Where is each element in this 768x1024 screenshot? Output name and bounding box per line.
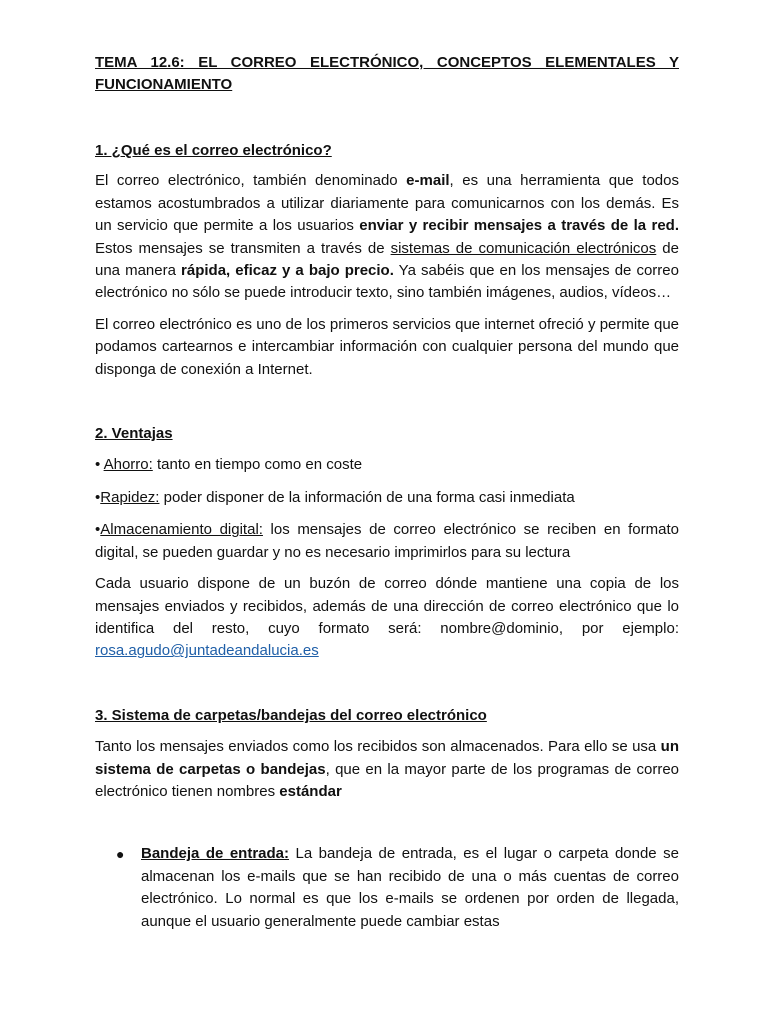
text-span: Ya sabéis que en los mensajes de correo electrónico no sólo se puede introducir texto, sino también imágenes, audios, vídeos…: [95, 262, 679, 302]
text-span: Tanto los mensajes enviados como los recibidos son almacenados. Para ello se usa: [95, 738, 661, 756]
bold-term-standard: estándar: [279, 782, 342, 800]
advantage-text: los mensajes de correo electrónico se reciben en formato digital, se pueden guardar y no es necesario imprimirlos para su lectura: [95, 521, 679, 561]
section-3-paragraph: [95, 736, 679, 803]
section-1-paragraph-1: [95, 170, 679, 304]
bullet-glyph: •: [95, 521, 101, 539]
bold-phrase-folders: un sistema de carpetas o bandejas: [95, 738, 679, 778]
advantage-label: Rapidez:: [100, 488, 160, 506]
advantage-text: poder disponer de la información de una forma casi inmediata: [159, 488, 575, 506]
text-span: de una manera: [95, 239, 679, 280]
underlined-phrase-systems: sistemas de comunicación electrónicos: [390, 239, 657, 257]
advantage-text: tanto en tiempo como en coste: [152, 456, 363, 474]
section-2-heading: 2. Ventajas: [95, 425, 173, 443]
folder-bullet-list: [95, 843, 679, 933]
advantage-item-ahorro: [95, 454, 679, 476]
text-span: El correo electrónico, también denominado: [95, 172, 407, 190]
folder-label-inbox: Bandeja de entrada:: [141, 845, 290, 863]
advantage-label: Almacenamiento digital:: [100, 521, 263, 539]
text-span: Estos mensajes se transmiten a través de: [95, 239, 391, 257]
bullet-glyph: •: [95, 488, 101, 506]
text-span: , es una herramienta que todos estamos acostumbrados a utilizar diariamente para comunicarnos con los demás. Es un servicio que permite a los usuarios: [95, 172, 679, 235]
bold-phrase-fast-efficient: rápida, eficaz y a bajo precio.: [181, 262, 394, 280]
document-title-line-1: TEMA 12.6: EL CORREO ELECTRÓNICO, CONCEPTOS ELEMENTALES Y: [95, 54, 679, 71]
text-span: , que en la mayor parte de los programas de correo electrónico tienen nombres: [95, 760, 680, 800]
advantage-label: Ahorro:: [103, 456, 153, 474]
document-title-line-2: FUNCIONAMIENTO: [95, 76, 233, 93]
section-2-paragraph: [95, 573, 679, 663]
section-1-heading: 1. ¿Qué es el correo electrónico?: [95, 142, 332, 159]
bold-term-email: e-mail: [406, 172, 450, 190]
bullet-glyph: •: [95, 456, 104, 474]
advantage-item-almacenamiento: [95, 519, 679, 564]
list-item: [95, 843, 679, 933]
document-page: [95, 52, 679, 933]
bold-phrase-send-receive: enviar y recibir mensajes a través de la red.: [359, 217, 679, 235]
bullet-dot-icon: ●: [116, 846, 125, 863]
folder-description: La bandeja de entrada, es el lugar o carpeta donde se almacenan los e-mails que se han recibido de una o más cuentas de correo electrónico. Lo normal es que los e-mails se ordenen por orden de llegada, aunque el usuario generalmente puede cambiar estas: [141, 845, 679, 930]
section-1-paragraph-2: El correo electrónico es uno de los primeros servicios que internet ofreció y permite que podamos cartearnos e intercambiar información con cualquier persona del mundo que disponga de conexión a Internet.: [95, 315, 679, 378]
section-3-heading: 3. Sistema de carpetas/bandejas del correo electrónico: [95, 706, 487, 724]
text-span: Cada usuario dispone de un buzón de correo dónde mantiene una copia de los mensajes enviados y recibidos, además de una dirección de correo electrónico que lo identifica del resto, cuyo formato será: nombre@dominio, por ejemplo:: [95, 575, 679, 637]
advantage-item-rapidez: [95, 487, 679, 509]
email-example-link[interactable]: rosa.agudo@juntadeandalucia.es: [95, 642, 319, 660]
